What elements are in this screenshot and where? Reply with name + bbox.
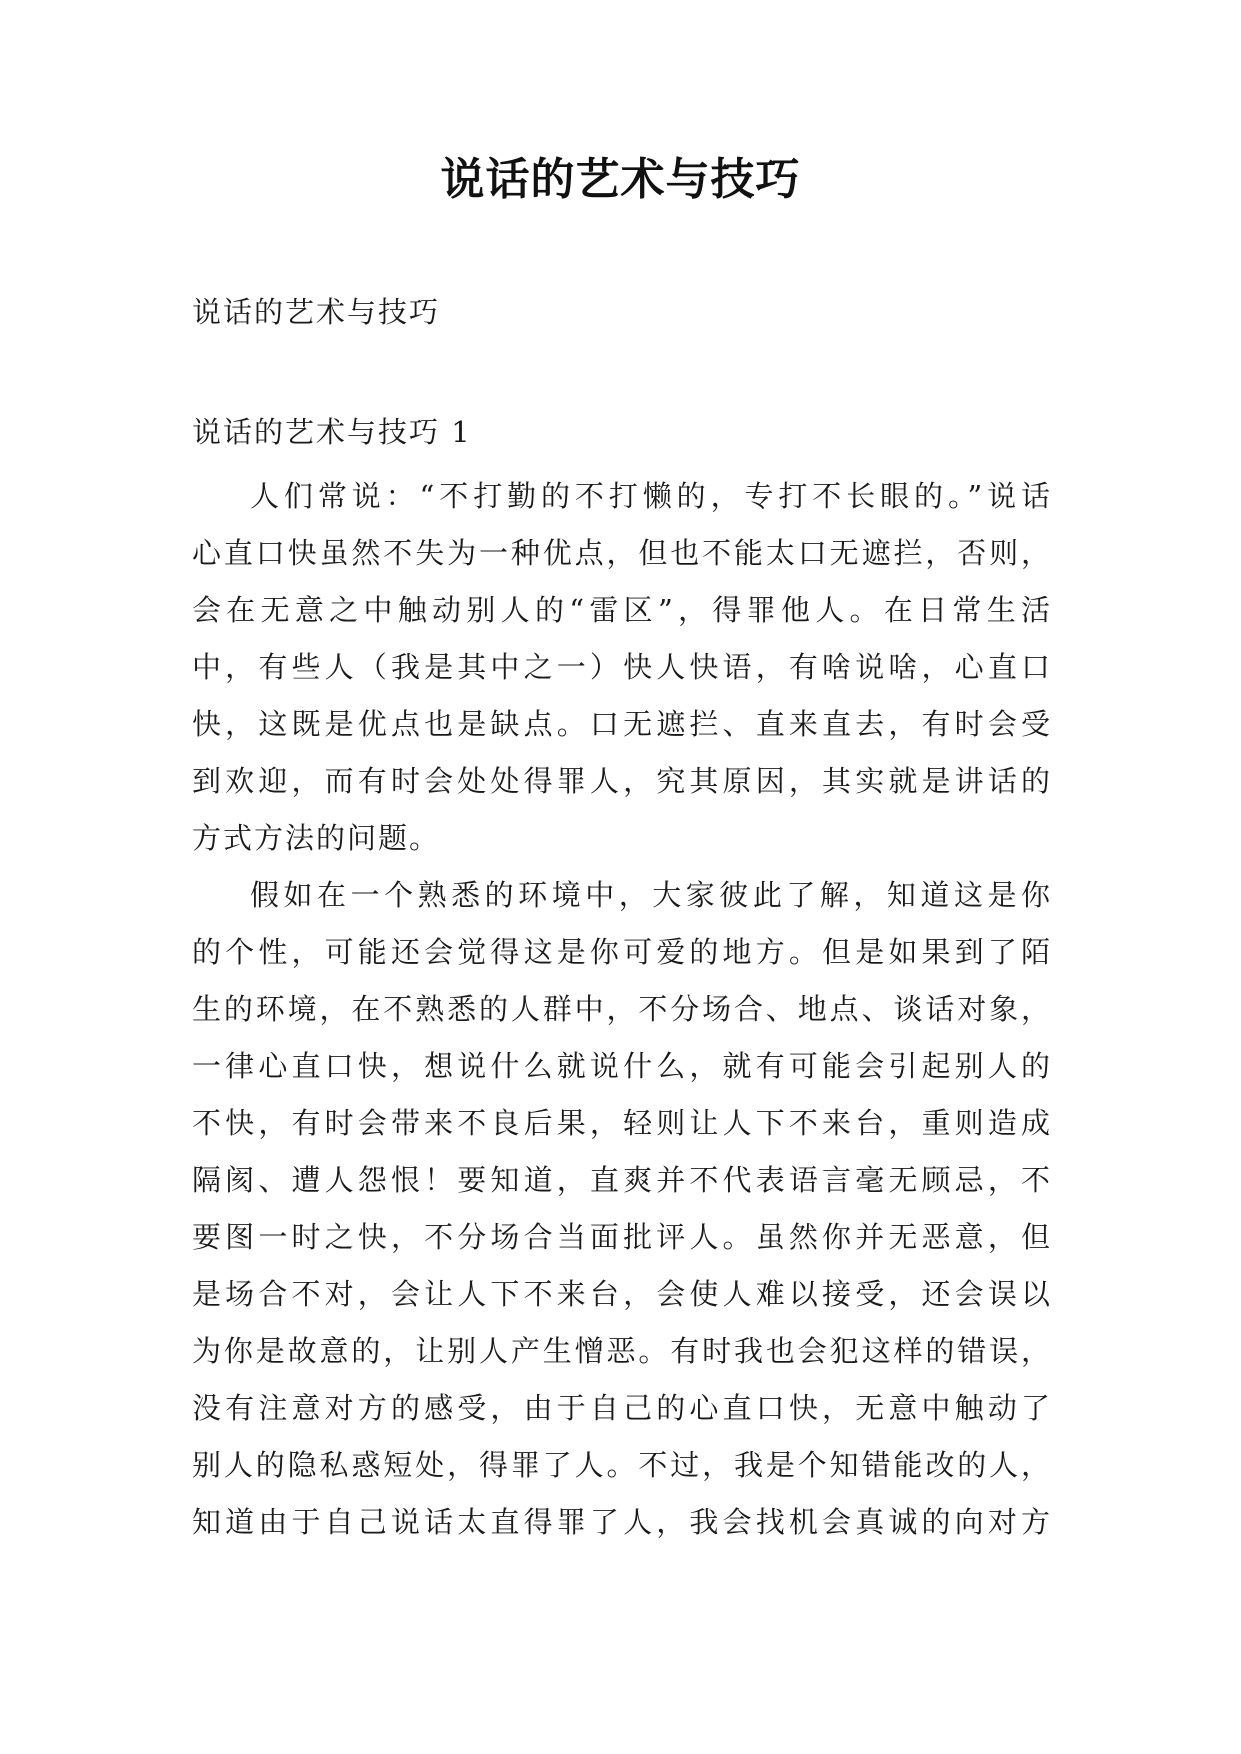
text-line: 快，这既是优点也是缺点。口无遮拦、直来直去，有时会受 [192, 707, 1050, 741]
text-line: 一律心直口快，想说什么就说什么，就有可能会引起别人的 [192, 1049, 1050, 1083]
paragraph-2 [192, 867, 1050, 1551]
text-line: 到欢迎，而有时会处处得罪人，究其原因，其实就是讲话的 [192, 764, 1050, 798]
text-line: 为你是故意的，让别人产生憎恶。有时我也会犯这样的错误， [192, 1334, 1050, 1368]
text-line: 别人的隐私惑短处，得罪了人。不过，我是个知错能改的人， [192, 1448, 1050, 1482]
text-line: 隔阂、遭人怨恨！要知道，直爽并不代表语言毫无顾忌，不 [192, 1163, 1050, 1197]
text-line: 会在无意之中触动别人的“雷区”，得罪他人。在日常生活 [192, 593, 1050, 627]
text-line: 人们常说：“不打勤的不打懒的，专打不长眼的。”说话 [250, 479, 1050, 513]
paragraph-1 [192, 468, 1050, 867]
text-line: 不快，有时会带来不良后果，轻则让人下不来台，重则造成 [192, 1106, 1050, 1140]
document-subtitle: 说话的艺术与技巧 [192, 295, 441, 329]
text-line: 方式方法的问题。 [192, 821, 441, 855]
text-line: 要图一时之快，不分场合当面批评人。虽然你并无恶意，但 [192, 1220, 1050, 1254]
text-line: 生的环境，在不熟悉的人群中，不分场合、地点、谈话对象， [192, 992, 1050, 1026]
text-line: 假如在一个熟悉的环境中，大家彼此了解，知道这是你 [250, 878, 1050, 912]
text-line: 知道由于自己说话太直得罪了人，我会找机会真诚的向对方 [192, 1505, 1050, 1539]
text-line: 是场合不对，会让人下不来台，会使人难以接受，还会误以 [192, 1277, 1050, 1311]
section-heading: 说话的艺术与技巧 1 [192, 415, 472, 449]
text-line: 没有注意对方的感受，由于自己的心直口快，无意中触动了 [192, 1391, 1050, 1425]
text-line: 的个性，可能还会觉得这是你可爱的地方。但是如果到了陌 [192, 935, 1050, 969]
document-title: 说话的艺术与技巧 [440, 154, 801, 205]
text-line: 心直口快虽然不失为一种优点，但也不能太口无遮拦，否则， [192, 536, 1050, 570]
body-text [192, 468, 1050, 1551]
text-line: 中，有些人（我是其中之一）快人快语，有啥说啥，心直口 [192, 650, 1050, 684]
